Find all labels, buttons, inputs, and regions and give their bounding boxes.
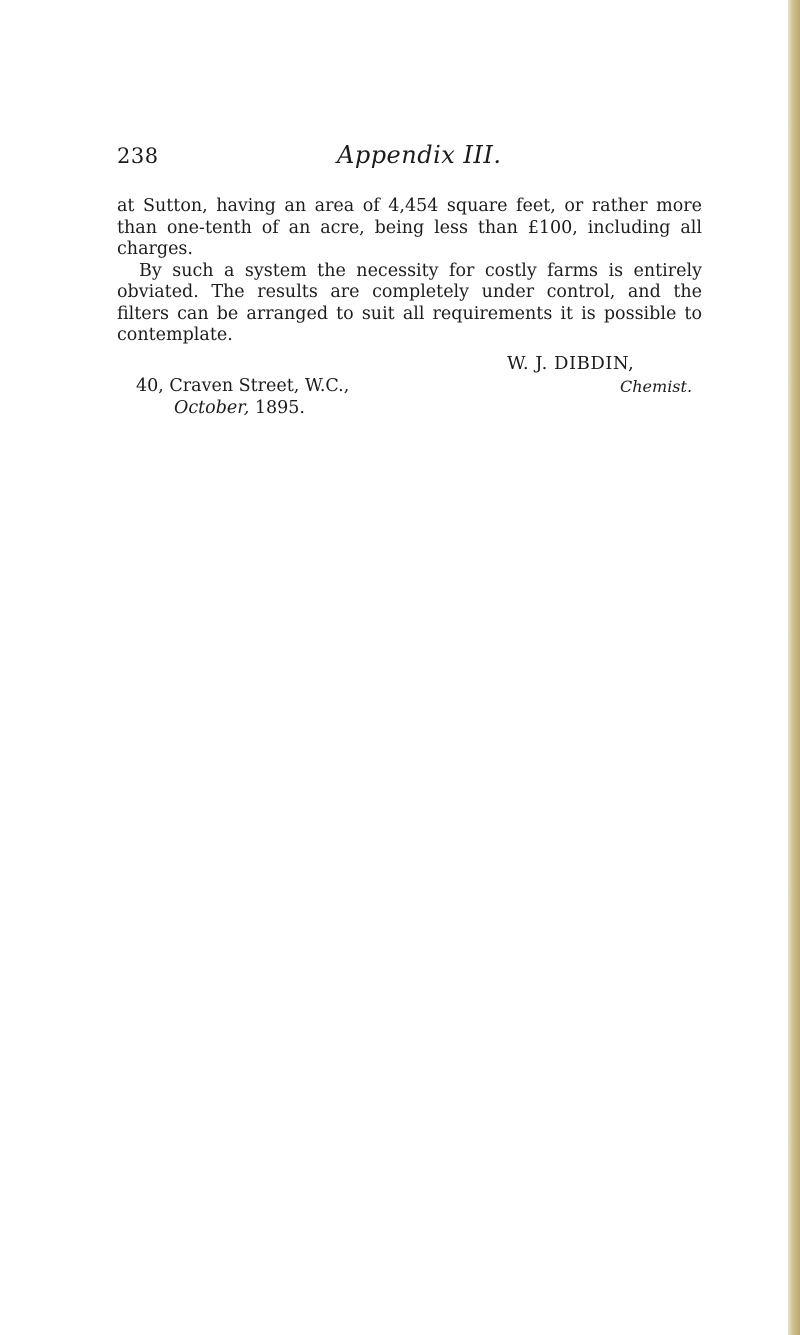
signature-date	[174, 398, 305, 418]
paragraph-continuation: at Sutton, having an area of 4,454 square feet, or rather more than one-tenth of an acre, being less than £100, including all charges.	[117, 196, 702, 259]
page-edge-binding	[788, 0, 800, 1335]
running-title: Appendix III.	[337, 141, 502, 169]
page-number: 238	[117, 144, 159, 168]
signature-address: 40, Craven Street, W.C.,	[136, 376, 350, 396]
signature-name: W. J. DIBDIN,	[507, 353, 635, 374]
date-year: 1895.	[254, 398, 305, 418]
paragraph-system: By such a system the necessity for costly farms is entirely obviated. The results are completely under control, and the filters can be arranged to suit all requirements it is possible to contemplate.	[117, 260, 702, 345]
signature-role: Chemist.	[620, 377, 693, 396]
date-month: October,	[174, 398, 250, 418]
body-text	[117, 196, 702, 347]
page-header	[117, 141, 702, 178]
